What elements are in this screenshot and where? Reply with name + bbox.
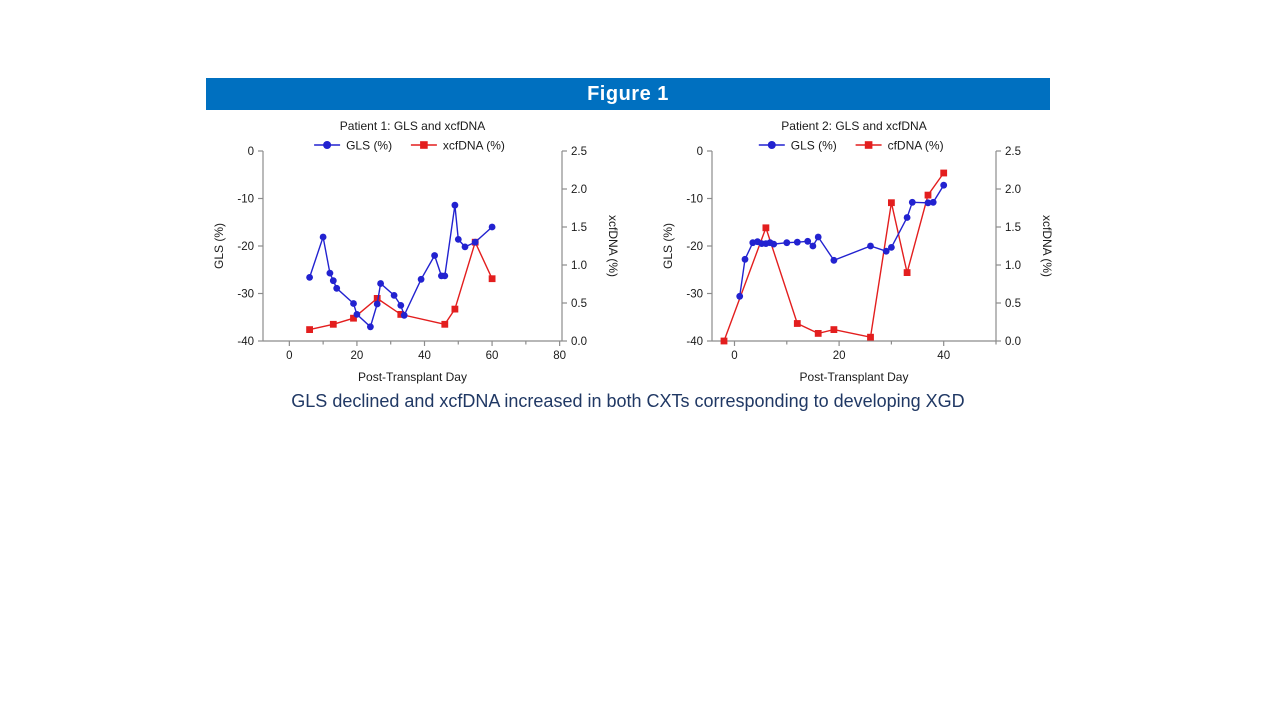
legend-circle-marker-icon	[323, 141, 331, 149]
svg-text:20: 20	[832, 350, 846, 362]
svg-text:0: 0	[731, 350, 738, 362]
svg-text:2.0: 2.0	[571, 184, 587, 196]
svg-text:0.0: 0.0	[571, 336, 587, 348]
figure-header-bar	[206, 78, 1050, 110]
x-axis-label: Post-Transplant Day	[358, 370, 467, 384]
right-axis-label: xcfDNA (%)	[1040, 214, 1054, 278]
legend-label-gls: GLS (%)	[346, 138, 393, 153]
legend-circle-marker-icon	[768, 141, 776, 149]
legend-square-marker-icon	[865, 141, 873, 149]
legend	[314, 139, 505, 153]
legend	[759, 139, 944, 153]
legend-label-cfdna: cfDNA (%)	[887, 138, 944, 153]
svg-text:1.5: 1.5	[1005, 222, 1021, 234]
left-axis-label: GLS (%)	[212, 222, 226, 270]
svg-text:1.5: 1.5	[571, 222, 587, 234]
svg-text:-10: -10	[237, 193, 254, 206]
svg-text:0: 0	[286, 350, 293, 362]
figure-title: Figure 1	[587, 82, 669, 105]
figure-caption: GLS declined and xcfDNA increased in both CXTs corresponding to developing XGD	[291, 391, 965, 411]
left-axis-label: GLS (%)	[661, 222, 675, 270]
svg-text:1.0: 1.0	[571, 260, 587, 272]
svg-text:0.5: 0.5	[571, 298, 587, 310]
svg-text:0.5: 0.5	[1005, 298, 1021, 310]
svg-text:-30: -30	[237, 288, 254, 301]
gls-series	[306, 202, 495, 330]
legend-square-marker-icon	[420, 141, 428, 149]
chart-patient-2	[655, 110, 1087, 395]
svg-text:40: 40	[418, 350, 431, 362]
svg-text:-20: -20	[686, 241, 703, 253]
legend-label-gls: GLS (%)	[790, 138, 837, 153]
chart-title: Patient 1: GLS and xcfDNA	[339, 119, 486, 133]
right-axis-label: xcfDNA (%)	[606, 214, 620, 278]
svg-text:20: 20	[350, 350, 364, 362]
chart-patient-1	[206, 110, 638, 395]
x-axis-label: Post-Transplant Day	[799, 370, 909, 384]
svg-text:1.0: 1.0	[1005, 260, 1021, 272]
svg-text:2.5: 2.5	[1005, 146, 1021, 158]
svg-text:-20: -20	[237, 241, 254, 253]
svg-text:-40: -40	[237, 336, 254, 348]
tick-labels	[237, 146, 587, 362]
axes	[707, 151, 1001, 346]
svg-text:2.0: 2.0	[1005, 184, 1021, 196]
svg-text:40: 40	[937, 350, 951, 362]
tick-labels	[686, 146, 1021, 362]
svg-text:60: 60	[485, 350, 499, 362]
legend-label-xcfdna: xcfDNA (%)	[442, 138, 505, 153]
chart-title: Patient 2: GLS and xcfDNA	[781, 119, 927, 133]
svg-text:0.0: 0.0	[1005, 336, 1021, 348]
svg-text:0: 0	[696, 146, 703, 158]
svg-text:2.5: 2.5	[571, 146, 587, 158]
svg-text:0: 0	[247, 146, 254, 158]
svg-text:-30: -30	[686, 288, 703, 301]
svg-text:-40: -40	[686, 336, 703, 348]
svg-text:80: 80	[553, 350, 567, 362]
svg-text:-10: -10	[686, 193, 703, 206]
